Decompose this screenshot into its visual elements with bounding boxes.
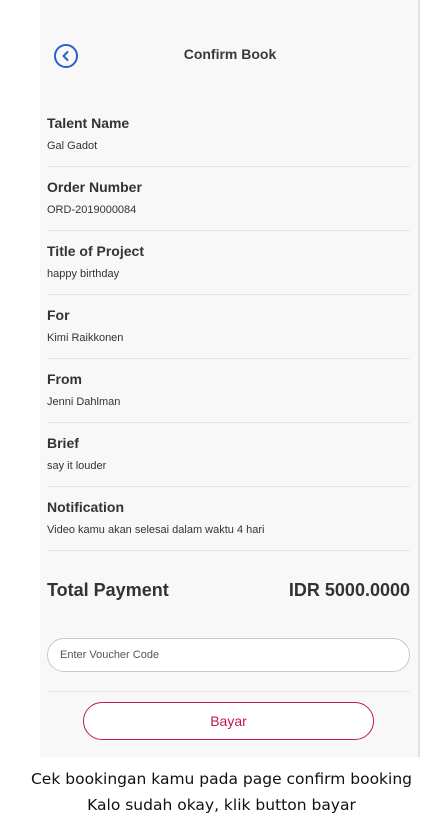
field-notification (47, 487, 410, 551)
field-label: Title of Project (47, 243, 144, 259)
field-label: Order Number (47, 179, 142, 195)
field-label: From (47, 371, 82, 387)
field-value: ORD-2019000084 (47, 204, 137, 216)
caption-line-1: Cek bookingan kamu pada page confirm booking (30, 770, 413, 788)
pay-button[interactable]: Bayar (83, 702, 374, 740)
field-label: Brief (47, 435, 79, 451)
field-talent-name (47, 103, 410, 167)
booking-details (47, 103, 410, 551)
field-brief (47, 423, 410, 487)
voucher-code-input[interactable] (47, 638, 410, 672)
field-from (47, 359, 410, 423)
phone-screen (40, 0, 420, 757)
field-label: Notification (47, 499, 124, 515)
field-value: Gal Gadot (47, 140, 98, 152)
field-value: Jenni Dahlman (47, 396, 121, 408)
total-payment (47, 578, 410, 606)
field-label: Talent Name (47, 115, 130, 131)
field-value: say it louder (47, 460, 107, 472)
field-label: For (47, 307, 70, 323)
total-payment-label: Total Payment (47, 580, 169, 600)
instruction-caption (0, 766, 443, 818)
header (40, 38, 420, 74)
divider (47, 691, 410, 692)
field-order-number (47, 167, 410, 231)
total-payment-value: IDR 5000.0000 (288, 580, 410, 600)
caption-line-2: Kalo sudah okay, klik button bayar (87, 796, 356, 814)
field-value: happy birthday (47, 268, 120, 280)
field-value: Video kamu akan selesai dalam waktu 4 hari (47, 524, 265, 536)
field-title-of-project (47, 231, 410, 295)
field-for (47, 295, 410, 359)
page-title: Confirm Book (183, 46, 277, 62)
field-value: Kimi Raikkonen (47, 332, 124, 344)
